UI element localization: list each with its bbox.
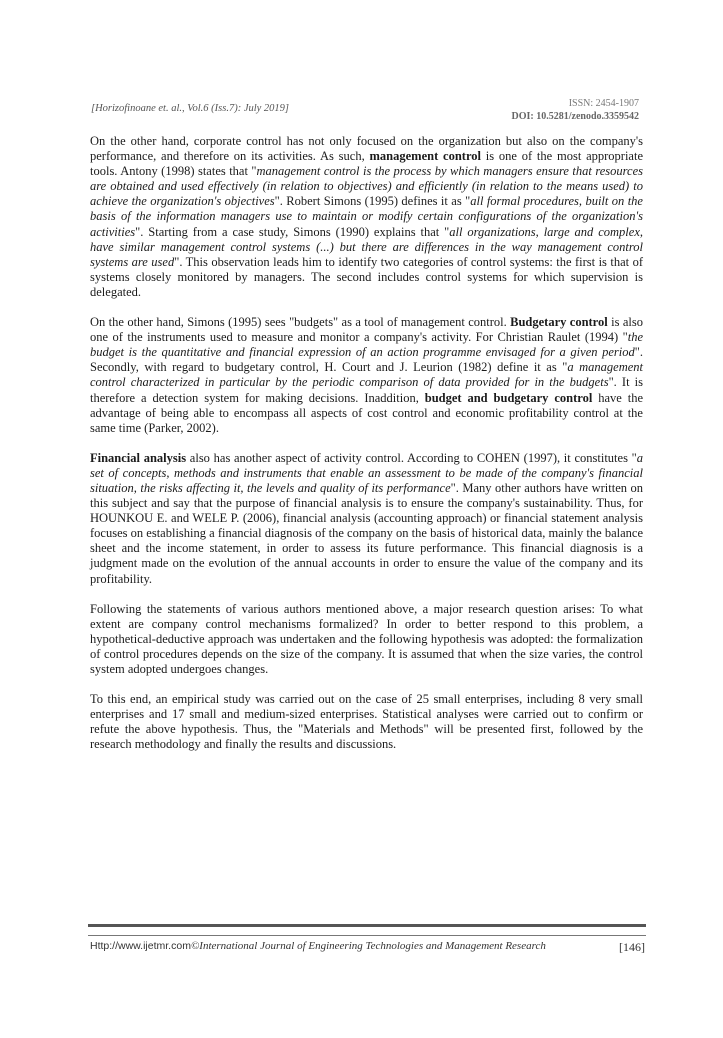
text-run: is one of the most appropriate tools. Antony (1998) states that ": [90, 149, 644, 179]
bold-term: management control: [369, 149, 481, 164]
text-run: ". Secondly, with regard to budgetary control, H. Court and J. Leurion (1982) define it as ": [90, 345, 643, 375]
italic-quote: management control is the process by which managers ensure that resources are obtained and used effectively (in relation to objectives) and efficiently (in relation to the means used) to achieve the organization's objectives: [90, 164, 643, 209]
italic-quote: a set of concepts, methods and instruments that enable an assessment to be made of the company's financial situation, the risks affecting it, the levels and quality of its performance: [90, 450, 643, 495]
paragraph-p1: [90, 134, 643, 300]
text-run: ". It is therefore a detection system for making decisions. Inaddition,: [90, 375, 643, 405]
paragraph-p5: [90, 692, 643, 752]
text-run: ". Robert Simons (1995) defines it as ": [274, 194, 471, 209]
text-run: ". Starting from a case study, Simons (1990) explains that ": [135, 224, 450, 239]
running-header-identifiers: [512, 97, 640, 123]
paragraph-p2: [90, 315, 643, 436]
text-run: Following the statements of various authors mentioned above, a major research question arises: To what extent are company control mechanisms formalized? In order to better respond to this problem, a hypothetical-deductive approach was undertaken and the following hypothesis was adopted: the formalization of control procedures depends on the size of the company. It is assumed that when the size varies, the control system adopted undergoes changes.: [90, 601, 643, 676]
journal-url-link[interactable]: Http://www.ijetmr.com: [90, 940, 191, 952]
issn-label: ISSN: 2454-1907: [568, 98, 639, 109]
text-run: ". This observation leads him to identify two categories of control systems: the first is that of systems closely monitored by managers. The second includes control systems for which supervision is delegated.: [90, 254, 643, 299]
text-run: To this end, an empirical study was carried out on the case of 25 small enterprises, including 8 very small enterprises and 17 small and medium-sized enterprises. Statistical analyses were carried out to confirm or refute the above hypothesis. Thus, the "Materials and Methods" will be presented first, followed by the research methodology and finally the results and discussions.: [90, 692, 643, 752]
italic-quote: a management control characterized in particular by the periodic comparison of data provided for in the budgets: [90, 360, 644, 390]
paragraph-p3: [90, 451, 643, 587]
bold-term: budget and budgetary control: [424, 390, 593, 405]
running-header-citation: [Horizofinoane et. al., Vol.6 (Iss.7): July 2019]: [91, 103, 290, 114]
bold-term: Budgetary control: [510, 315, 608, 330]
italic-quote: all formal procedures, built on the basis of the information managers use to maintain or modify certain configurations of the organization's activities: [90, 194, 643, 239]
text-run: is also one of the instruments used to measure and monitor a company's activity. For Christian Raulet (1994) ": [90, 315, 643, 345]
footer-divider: [88, 924, 646, 936]
page-footer: [90, 940, 645, 952]
text-run: have the advantage of being able to encompass all aspects of cost control and economic profitability control at the same time (Parker, 2002).: [90, 390, 643, 435]
text-run: also has another aspect of activity control. According to COHEN (1997), it constitutes ": [186, 450, 637, 465]
italic-quote: all organizations, large and complex, have similar management control systems (...) but there are differences in the way management control systems are used: [90, 224, 643, 269]
italic-quote: the budget is the quantitative and financial expression of an action programme envisaged for a given period: [90, 330, 643, 360]
text-run: On the other hand, Simons (1995) sees "budgets" as a tool of management control.: [90, 315, 511, 330]
journal-name: ©International Journal of Engineering Technologies and Management Research: [190, 940, 546, 952]
article-body: [90, 134, 643, 767]
paragraph-p4: [90, 602, 643, 677]
doi-link[interactable]: DOI: 10.5281/zenodo.3359542: [511, 111, 639, 122]
text-run: ". Many other authors have written on this subject and say that the purpose of financial analysis is to ensure the company's sustainability. Thus, for HOUNKOU E. and WELE P. (2006), financial analysis (accounting approach) or financial statement analysis focuses on establishing a financial diagnosis of the company on the basis of historical data, mainly the balance sheet and the income statement, in order to assess its future performance. This financial diagnosis is a judgment made on the evolution of the annual accounts in order to ensure the value of the company and its profitability.: [90, 480, 643, 586]
bold-term: Financial analysis: [90, 450, 187, 465]
text-run: On the other hand, corporate control has not only focused on the organization but also on the company's performance, and therefore on its activities. As such,: [90, 134, 643, 164]
page-number: [146]: [619, 940, 645, 954]
